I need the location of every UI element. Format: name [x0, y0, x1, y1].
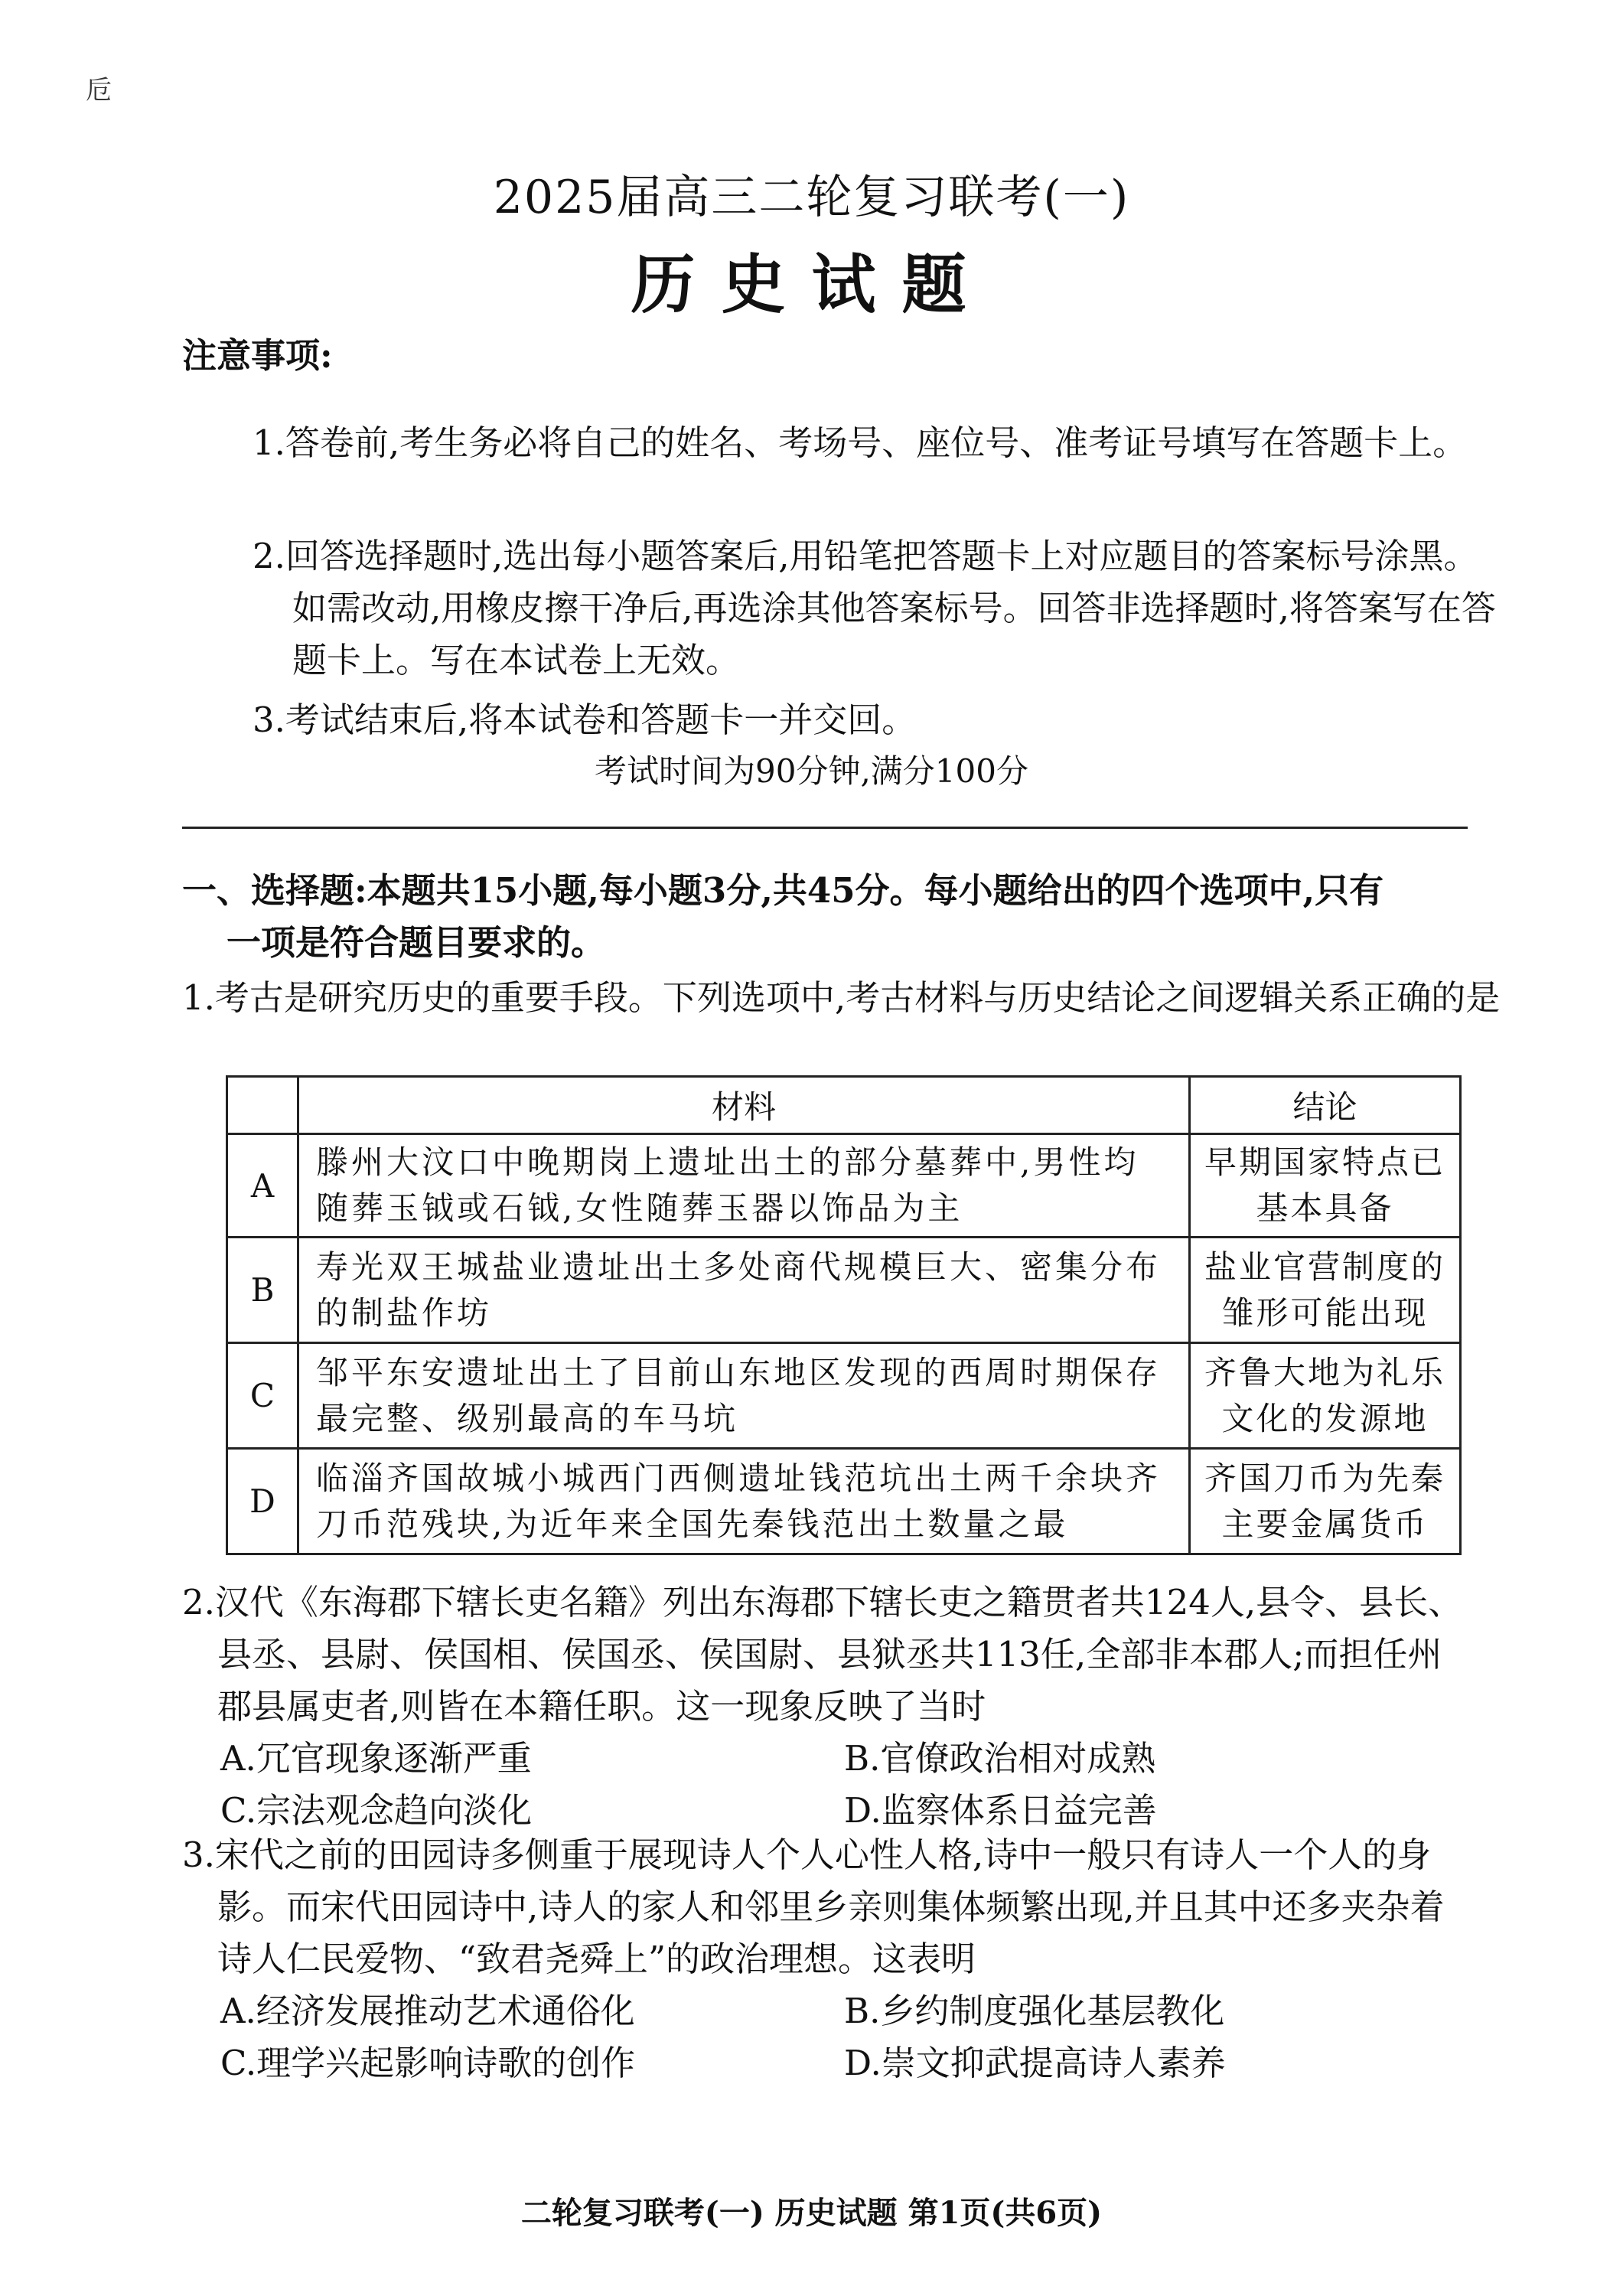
page-footer: 二轮复习联考(一) 历史试题 第1页(共6页) — [520, 2195, 1103, 2231]
table-header-conclusion: 结论 — [1190, 1077, 1461, 1134]
question-3 — [182, 1829, 1475, 2089]
conclusion-cell: 早期国家特点已基本具备 — [1190, 1134, 1461, 1238]
question-1-stem: 1.考古是研究历史的重要手段。下列选项中,考古材料与历史结论之间逻辑关系正确的是 — [182, 977, 1501, 1018]
option-label: A — [227, 1134, 298, 1238]
notice-item-3: 3.考试结束后,将本试卷和答题卡一并交回。 — [253, 700, 917, 740]
material-cell: 邹平东安遗址出土了目前山东地区发现的西周时期保存最完整、级别最高的车马坑 — [298, 1343, 1190, 1449]
exam-subtitle: 2025届高三二轮复习联考(一) — [493, 171, 1130, 224]
table-row — [227, 1449, 1461, 1554]
divider — [182, 827, 1468, 829]
section-heading — [182, 865, 1468, 969]
notice-item-2: 2.回答选择题时,选出每小题答案后,用铅笔把答题卡上对应题目的答案标号涂黑。如需改动,用橡皮擦干净后,再选涂其他答案标号。回答非选择题时,将答案写在答题卡上。写在本试卷上无效。 — [253, 536, 1496, 680]
table-header-row — [227, 1077, 1461, 1134]
option-label: C — [227, 1343, 298, 1449]
option-label: D — [227, 1449, 298, 1554]
material-cell: 寿光双王城盐业遗址出土多处商代规模巨大、密集分布的制盐作坊 — [298, 1238, 1190, 1343]
section-heading-line1: 一、选择题:本题共15小题,每小题3分,共45分。每小题给出的四个选项中,只有 — [182, 870, 1384, 911]
option-label: B — [227, 1238, 298, 1343]
corner-mark: 卮 — [86, 75, 112, 106]
table-row — [227, 1238, 1461, 1343]
conclusion-cell: 盐业官营制度的雏形可能出现 — [1190, 1238, 1461, 1343]
table-header-material: 材料 — [298, 1077, 1190, 1134]
conclusion-cell: 齐国刀币为先秦主要金属货币 — [1190, 1449, 1461, 1554]
question-2-stem: 2.汉代《东海郡下辖长吏名籍》列出东海郡下辖长吏之籍贯者共124人,县令、县长、县丞、县尉、侯国相、侯国丞、侯国尉、县狱丞共113任,全部非本郡人;而担任州郡县属吏者,则皆在本籍任职。这一现象反映了当时 — [182, 1582, 1463, 1727]
question-2 — [182, 1577, 1475, 1837]
question-2-option-a: A.冗官现象逐渐严重 — [220, 1738, 532, 1779]
table-row — [227, 1343, 1461, 1449]
table-header-blank — [227, 1077, 298, 1134]
material-cell: 临淄齐国故城小城西门西侧遗址钱范坑出土两千余块齐刀币范残块,为近年来全国先秦钱范出土数量之最 — [298, 1449, 1190, 1554]
question-1-table — [226, 1075, 1462, 1555]
question-3-option-d: D.崇文抑武提高诗人素养 — [844, 2043, 1226, 2083]
question-2-option-b: B.官僚政治相对成熟 — [844, 1738, 1156, 1779]
question-2-option-d: D.监察体系日益完善 — [844, 1790, 1157, 1831]
section-heading-line2: 一项是符合题目要求的。 — [227, 922, 606, 963]
question-3-stem: 3.宋代之前的田园诗多侧重于展现诗人个人心性人格,诗中一般只有诗人一个人的身影。而宋代田园诗中,诗人的家人和邻里乡亲则集体频繁出现,并且其中还多夹杂着诗人仁民爱物、“致君尧舜上”的政治理想。这表明 — [182, 1835, 1445, 1979]
table-row — [227, 1134, 1461, 1238]
question-3-option-c: C.理学兴起影响诗歌的创作 — [220, 2043, 636, 2083]
notice-heading: 注意事项: — [182, 335, 333, 376]
question-3-option-a: A.经济发展推动艺术通俗化 — [220, 1991, 635, 2031]
exam-time: 考试时间为90分钟,满分100分 — [595, 752, 1028, 790]
material-cell: 滕州大汶口中晚期岗上遗址出土的部分墓葬中,男性均随葬玉钺或石钺,女性随葬玉器以饰品为主 — [298, 1134, 1190, 1238]
conclusion-cell: 齐鲁大地为礼乐文化的发源地 — [1190, 1343, 1461, 1449]
question-2-option-c: C.宗法观念趋向淡化 — [220, 1790, 533, 1831]
notice-item-1: 1.答卷前,考生务必将自己的姓名、考场号、座位号、准考证号填写在答题卡上。 — [253, 422, 1468, 463]
question-3-option-b: B.乡约制度强化基层教化 — [844, 1991, 1225, 2031]
exam-title: 历史试题 — [631, 246, 992, 322]
